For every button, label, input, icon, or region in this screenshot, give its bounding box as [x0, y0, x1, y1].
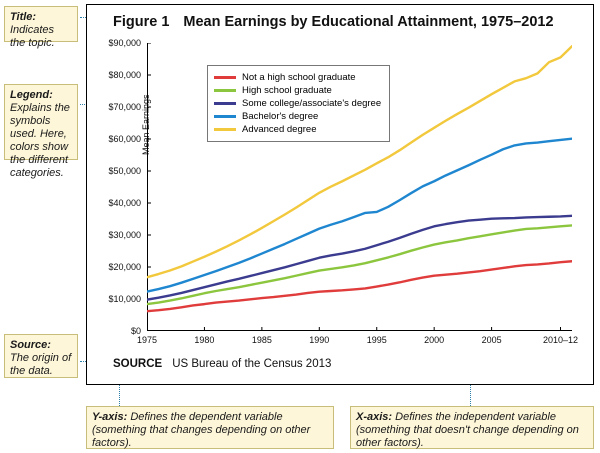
source-line [113, 358, 331, 370]
x-tick-label: 1990 [309, 335, 330, 345]
legend-color-swatch [214, 76, 236, 79]
annotation-title-label: Title: [10, 11, 37, 23]
annotation-y-axis-text: Defines the dependent variable (something that changes depending on other factors). [92, 411, 311, 449]
annotation-x-axis-text: Defines the independent variable (something that doesn't change depending on other factors). [356, 411, 579, 449]
legend-color-swatch [214, 102, 236, 105]
y-tick-label: $70,000 [108, 102, 141, 112]
annotation-source-text: The origin of the data. [10, 352, 72, 377]
x-tick-label: 2005 [481, 335, 502, 345]
annotation-source-label: Source: [10, 339, 51, 351]
legend-item [214, 97, 381, 110]
figure-title-text: Mean Earnings by Educational Attainment, 1975–2012 [183, 14, 554, 30]
annotation-legend [4, 84, 78, 179]
plot-area [108, 38, 579, 345]
annotation-legend-text: Explains the symbols used. Here, colors show the different categories. [10, 102, 70, 179]
y-tick-label: $90,000 [108, 38, 141, 48]
y-axis-title: Mean Earnings [141, 94, 151, 155]
y-tick-label: $0 [130, 326, 141, 336]
legend-item-label: High school graduate [242, 85, 332, 96]
source-label: SOURCE [113, 358, 163, 370]
annotation-y-axis-label: Y-axis: [92, 411, 128, 423]
y-tick-label: $10,000 [108, 294, 141, 304]
chart-panel [86, 4, 594, 385]
x-tick-label: 2000 [424, 335, 445, 345]
annotation-source [4, 334, 78, 378]
x-tick-label: 1980 [194, 335, 215, 345]
legend-item-label: Not a high school graduate [242, 72, 356, 83]
y-tick-label: $20,000 [108, 262, 141, 272]
x-tick-label: 1995 [366, 335, 387, 345]
annotation-title [4, 6, 78, 49]
annotation-title-text: Indicates the topic. [10, 24, 55, 49]
y-tick-label: $30,000 [108, 230, 141, 240]
y-tick-label: $40,000 [108, 198, 141, 208]
annotation-x-axis-label: X-axis: [356, 411, 393, 423]
y-tick-label: $80,000 [108, 70, 141, 80]
y-tick-label: $50,000 [108, 166, 141, 176]
legend-item [214, 110, 381, 123]
annotation-x-axis [350, 406, 594, 449]
legend-item [214, 84, 381, 97]
annotation-y-axis [86, 406, 334, 449]
chart-title [113, 14, 554, 30]
x-tick-label: 2010–12 [542, 335, 579, 345]
legend-color-swatch [214, 115, 236, 118]
legend-item [214, 71, 381, 84]
chart-legend [207, 65, 390, 142]
y-tick-label: $60,000 [108, 134, 141, 144]
legend-item-label: Advanced degree [242, 124, 317, 135]
legend-item-label: Some college/associate's degree [242, 98, 382, 109]
x-tick-label: 1975 [136, 335, 158, 345]
legend-color-swatch [214, 128, 236, 131]
legend-item-label: Bachelor's degree [242, 111, 319, 122]
figure-number: Figure 1 [113, 14, 170, 30]
legend-item [214, 123, 381, 136]
legend-color-swatch [214, 89, 236, 92]
source-text: US Bureau of the Census 2013 [172, 358, 332, 370]
x-tick-label: 1985 [251, 335, 272, 345]
annotation-legend-label: Legend: [10, 89, 53, 101]
